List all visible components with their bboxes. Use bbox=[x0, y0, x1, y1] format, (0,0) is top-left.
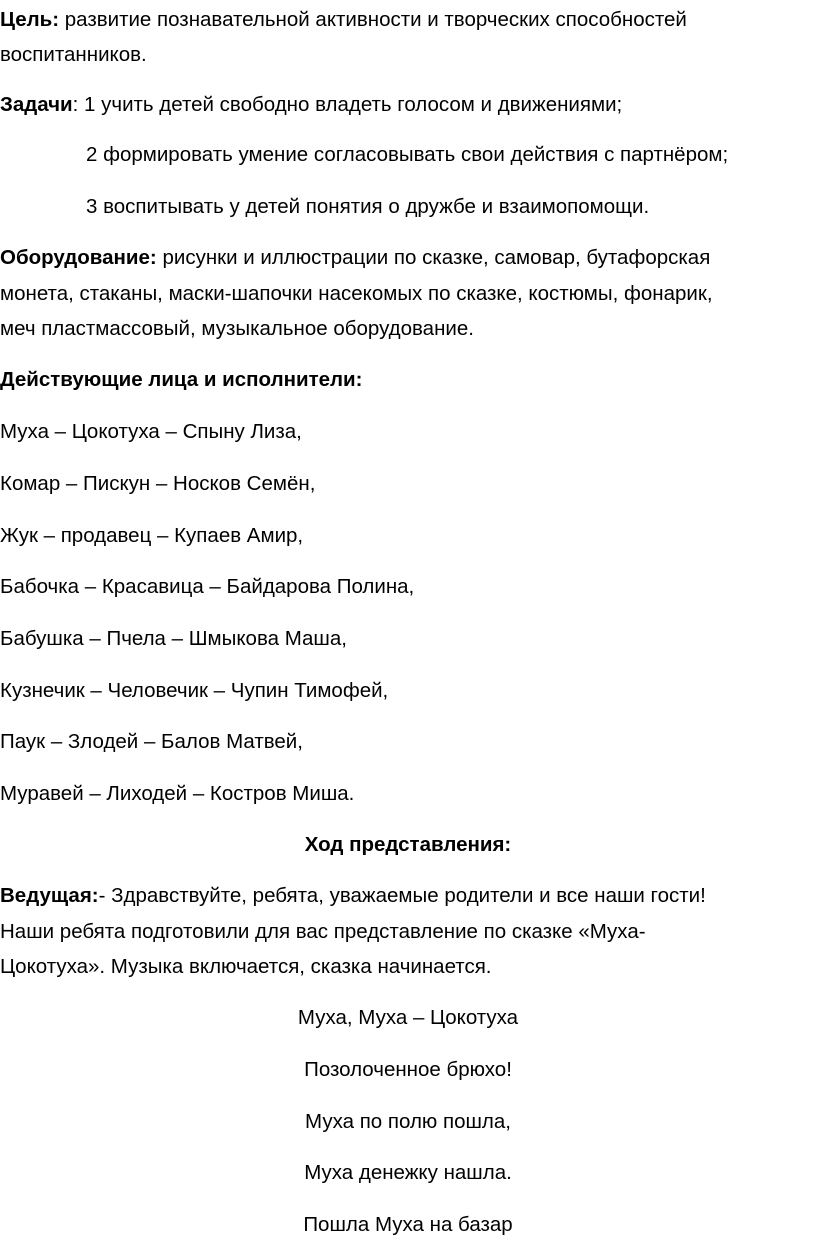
host-label: Ведущая: bbox=[0, 884, 99, 907]
cast-heading: Действующие лица и исполнители: bbox=[0, 368, 363, 391]
host-text: - Здравствуйте, ребята, уважаемые родители и все наши гости! bbox=[98, 884, 706, 907]
cast-role: Кузнечик – Человечик – Чупин Тимофей, bbox=[0, 679, 389, 702]
host-line-2: Наши ребята подготовили для вас представление по сказке «Муха- bbox=[0, 920, 646, 943]
verse-line: Позолоченное брюхо! bbox=[304, 1058, 512, 1081]
host-line-1 bbox=[0, 878, 706, 913]
cast-role: Бабочка – Красавица – Байдарова Полина, bbox=[0, 575, 415, 598]
tasks-colon: : bbox=[72, 93, 79, 116]
cast-role: Жук – продавец – Купаев Амир, bbox=[0, 524, 304, 547]
cast-role: Муравей – Лиходей – Костров Миша. bbox=[0, 782, 355, 805]
verse-line: Муха по полю пошла, bbox=[305, 1110, 511, 1133]
verse-line: Пошла Муха на базар bbox=[303, 1213, 513, 1236]
task-item: 3 воспитывать у детей понятия о дружбе и взаимопомощи. bbox=[86, 195, 650, 218]
goal-text: развитие познавательной активности и творческих способностей bbox=[59, 8, 687, 31]
performance-heading: Ход представления: bbox=[304, 833, 512, 856]
tasks-line-1 bbox=[0, 87, 622, 122]
equipment-line-3: меч пластмассовый, музыкальное оборудование. bbox=[0, 317, 474, 340]
equipment-text: рисунки и иллюстрации по сказке, самовар, бутафорская bbox=[156, 246, 711, 269]
cast-role: Бабушка – Пчела – Шмыкова Маша, bbox=[0, 627, 347, 650]
goal-line-2: воспитанников. bbox=[0, 43, 147, 66]
cast-role: Комар – Пискун – Носков Семён, bbox=[0, 472, 316, 495]
task-item: 1 учить детей свободно владеть голосом и движениями; bbox=[78, 93, 623, 116]
task-item: 2 формировать умение согласовывать свои действия с партнёром; bbox=[86, 143, 729, 166]
cast-role: Паук – Злодей – Балов Матвей, bbox=[0, 730, 303, 753]
equipment-line-2: монета, стаканы, маски-шапочки насекомых по сказке, костюмы, фонарик, bbox=[0, 282, 713, 305]
host-line-3: Цокотуха». Музыка включается, сказка начинается. bbox=[0, 955, 492, 978]
goal-label: Цель: bbox=[0, 8, 60, 31]
goal-line-1 bbox=[0, 2, 687, 37]
verse-line: Муха, Муха – Цокотуха bbox=[297, 1006, 519, 1029]
tasks-label: Задачи bbox=[0, 93, 73, 116]
equipment-label: Оборудование: bbox=[0, 246, 157, 269]
cast-role: Муха – Цокотуха – Спыну Лиза, bbox=[0, 420, 302, 443]
verse-line: Муха денежку нашла. bbox=[304, 1161, 512, 1184]
equipment-line-1 bbox=[0, 240, 710, 275]
